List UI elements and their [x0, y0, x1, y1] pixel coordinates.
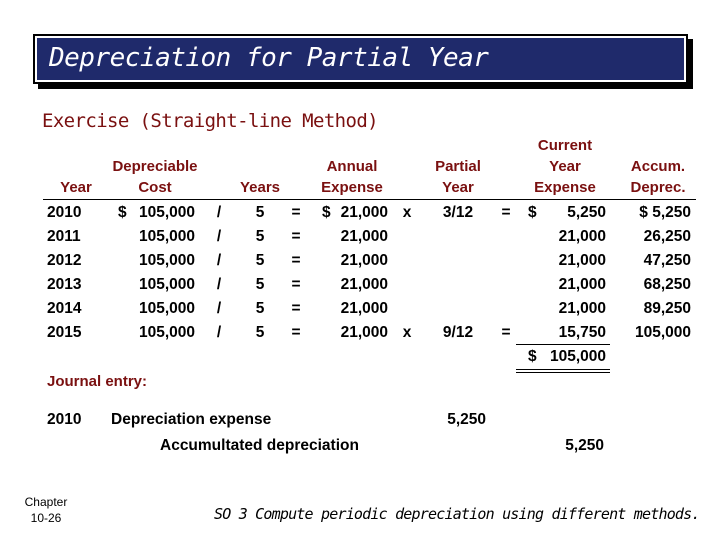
cell-accum: $ 5,250 — [639, 204, 691, 221]
cell-current-dollar: $ — [528, 204, 537, 221]
cell-cost: 105,000 — [138, 324, 195, 341]
cell-years: 5 — [255, 276, 265, 293]
header-annual-expense: Annual Expense — [321, 158, 383, 196]
cell-annual: 21,000 — [340, 252, 388, 269]
cell-equals: = — [291, 252, 301, 269]
cell-year: 2012 — [47, 252, 82, 269]
cell-accum: 47,250 — [643, 252, 691, 269]
cell-partial: 9/12 — [442, 324, 474, 341]
journal-entry-label: Journal entry: — [47, 373, 148, 390]
cell-annual: 21,000 — [340, 228, 388, 245]
cell-years: 5 — [255, 324, 265, 341]
header-rule — [43, 199, 696, 200]
cell-divide: / — [216, 276, 222, 293]
cell-equals: = — [291, 324, 301, 341]
cell-years: 5 — [255, 204, 265, 221]
cell-equals: = — [291, 204, 301, 221]
chapter-label: Chapter 10-26 — [24, 495, 68, 525]
cell-current: 21,000 — [558, 228, 606, 245]
total-double-rule-1 — [516, 369, 610, 370]
cell-equals: = — [291, 228, 301, 245]
cell-year: 2013 — [47, 276, 82, 293]
cell-cost: 105,000 — [138, 204, 195, 221]
cell-accum: 89,250 — [643, 300, 691, 317]
cell-current: 21,000 — [558, 300, 606, 317]
header-accum-deprec: Accum. Deprec. — [630, 158, 686, 196]
cell-partial: 3/12 — [442, 204, 474, 221]
cell-annual: 21,000 — [340, 204, 388, 221]
cell-current: 5,250 — [567, 204, 606, 221]
header-year: Year — [60, 179, 92, 196]
cell-accum: 105,000 — [634, 324, 691, 341]
journal-year: 2010 — [47, 411, 82, 428]
cell-equals-2: = — [501, 204, 511, 221]
cell-divide: / — [216, 228, 222, 245]
cell-divide: / — [216, 252, 222, 269]
cell-annual: 21,000 — [340, 324, 388, 341]
cell-equals: = — [291, 276, 301, 293]
cell-times: x — [402, 204, 412, 221]
total-dollar-sign: $ — [528, 348, 537, 365]
cell-years: 5 — [255, 300, 265, 317]
cell-divide: / — [216, 324, 222, 341]
total-value: 105,000 — [549, 348, 606, 365]
cell-annual: 21,000 — [340, 300, 388, 317]
exercise-subtitle: Exercise (Straight-line Method) — [42, 110, 379, 132]
cell-year: 2014 — [47, 300, 82, 317]
cell-annual: 21,000 — [340, 276, 388, 293]
header-partial-year: Partial Year — [435, 158, 481, 196]
cell-years: 5 — [255, 252, 265, 269]
journal-debit-account: Depreciation expense — [111, 411, 272, 428]
header-current-year-expense: Current Year Expense — [534, 137, 596, 196]
cell-cost: 105,000 — [138, 252, 195, 269]
total-top-rule — [516, 344, 610, 345]
header-depreciable-cost: Depreciable Cost — [112, 158, 198, 196]
slide-title: Depreciation for Partial Year — [49, 43, 489, 73]
cell-year: 2010 — [47, 204, 82, 221]
cell-divide: / — [216, 204, 222, 221]
cell-cost: 105,000 — [138, 276, 195, 293]
study-objective: SO 3 Compute periodic depreciation using different methods. — [214, 505, 700, 523]
cell-current: 21,000 — [558, 276, 606, 293]
cell-annual-dollar: $ — [322, 204, 331, 221]
cell-accum: 68,250 — [643, 276, 691, 293]
title-banner — [35, 36, 686, 82]
header-years: Years — [239, 179, 281, 196]
cell-current: 21,000 — [558, 252, 606, 269]
cell-equals: = — [291, 300, 301, 317]
cell-cost: 105,000 — [138, 300, 195, 317]
cell-year: 2011 — [47, 228, 81, 245]
journal-credit-amount: 5,250 — [565, 437, 604, 454]
total-double-rule-2 — [516, 372, 610, 373]
journal-credit-account: Accumultated depreciation — [160, 437, 359, 454]
journal-debit-amount: 5,250 — [447, 411, 486, 428]
cell-accum: 26,250 — [643, 228, 691, 245]
cell-divide: / — [216, 300, 222, 317]
cell-current: 15,750 — [558, 324, 606, 341]
cell-times: x — [402, 324, 412, 341]
cell-equals-2: = — [501, 324, 511, 341]
cell-cost-dollar: $ — [118, 204, 127, 221]
cell-year: 2015 — [47, 324, 82, 341]
cell-cost: 105,000 — [138, 228, 195, 245]
cell-years: 5 — [255, 228, 265, 245]
